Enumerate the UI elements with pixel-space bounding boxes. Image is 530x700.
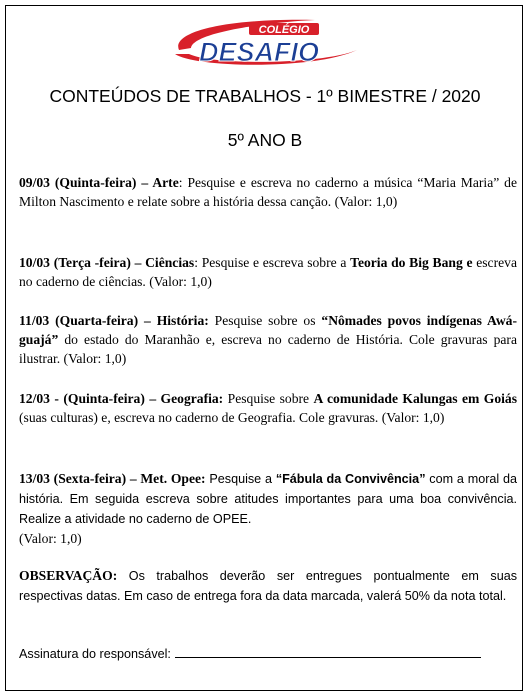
entry-date: 10/03: [19, 255, 50, 270]
logo-line1: COLÉGIO: [258, 24, 310, 36]
entry-dash: –: [130, 255, 146, 270]
entry-day: - (Quinta-feira): [49, 391, 145, 406]
entry-text: Pesquise a: [205, 472, 276, 486]
entry-text: Pesquise sobre os: [208, 313, 322, 328]
entry-text: com a moral da história. Em seguida escreva sobre atitudes importantes para uma boa convivência. Realize a atividade no caderno de OPEE.: [19, 472, 518, 526]
entry-day: (Sexta-feira): [53, 471, 127, 486]
entry-date: 12/03: [19, 391, 50, 406]
entry-subject: Geografia:: [160, 391, 224, 406]
entry-date: 09/03: [19, 175, 50, 190]
entry-day: (Terça -feira): [53, 255, 131, 270]
entry-dash: –: [144, 391, 161, 406]
entry-met-opee: [19, 469, 517, 548]
entry-text: escreva no caderno de ciências. (Valor: 1,0): [19, 255, 517, 289]
observation: [19, 566, 517, 606]
entry-subject: História:: [156, 313, 209, 328]
entry-date: 11/03: [19, 313, 50, 328]
entry-geografia: [19, 389, 517, 427]
entry-arte: [19, 173, 517, 211]
entry-subject: Met. Opee:: [140, 471, 206, 486]
entry-dash: –: [136, 175, 153, 190]
signature-row: [19, 644, 517, 664]
entry-subject: Arte: [152, 175, 179, 190]
entry-text: : Pesquise e escreva no caderno a música “Maria Maria” de Milton Nascimento e relate sobre a história dessa canção. (Valor: 1,0): [19, 175, 518, 209]
observation-label: OBSERVAÇÃO:: [19, 568, 118, 583]
entry-day: (Quarta-feira): [55, 313, 139, 328]
entry-value: (Valor: 1,0): [19, 531, 82, 546]
entry-date: 13/03: [19, 471, 50, 486]
entry-text: : Pesquise e escreva sobre a: [194, 255, 351, 270]
colegio-desafio-logo: [165, 14, 365, 72]
entry-day: (Quinta-feira): [54, 175, 137, 190]
page-title: CONTEÚDOS DE TRABALHOS - 1º BIMESTRE / 2020: [49, 86, 481, 106]
entry-highlight: “Nômades povos indígenas Awá-guajá”: [19, 313, 518, 347]
entry-text: do estado do Maranhão e, escreva no caderno de História. Cole gravuras para ilustrar. (Valor: 1,0): [19, 332, 517, 366]
entry-highlight: “Fábula da Convivência”: [275, 472, 426, 486]
entry-historia: [19, 311, 517, 368]
entry-subject: Ciências: [145, 255, 195, 270]
entry-text: (suas culturas) e, escreva no caderno de Geografia. Cole gravuras. (Valor: 1,0): [19, 410, 445, 425]
signature-line[interactable]: [175, 644, 481, 658]
signature-label: Assinatura do responsável:: [19, 647, 171, 661]
entry-ciencias: [19, 253, 517, 291]
class-subtitle: 5º ANO B: [227, 130, 303, 150]
logo-line2: DESAFIO: [199, 37, 320, 67]
entry-dash: –: [138, 313, 157, 328]
entry-dash: –: [126, 471, 141, 486]
entry-highlight: Teoria do Big Bang e: [350, 255, 473, 270]
entry-text: Pesquise sobre: [223, 391, 314, 406]
entry-highlight: A comunidade Kalungas em Goiás: [313, 391, 518, 406]
observation-text: Os trabalhos deverão ser entregues pontualmente em suas respectivas datas. Em caso de entrega fora da data marcada, valerá 50% da nota total.: [19, 569, 517, 603]
